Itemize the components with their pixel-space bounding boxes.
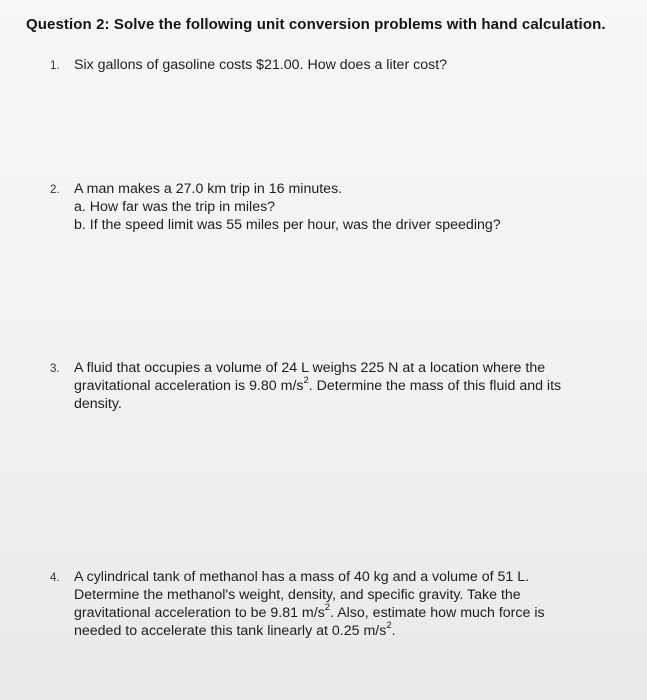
text-segment: . Determine the mass of this fluid and its (308, 378, 562, 394)
question-text-line: A fluid that occupies a volume of 24 L weighs 225 N at a location where the (74, 360, 546, 376)
question-text-line: A cylindrical tank of methanol has a mass of 40 kg and a volume of 51 L. (74, 569, 530, 585)
superscript: 2 (303, 375, 309, 387)
question-text-line (74, 377, 620, 395)
question-title: Question 2: Solve the following unit conversion problems with hand calculation. (26, 16, 606, 33)
text-segment: gravitational acceleration to be 9.81 m/s (74, 605, 325, 621)
text-segment: . (391, 623, 396, 639)
question-item-3 (50, 359, 620, 413)
question-text-line: density. (74, 396, 122, 412)
sub-question-b: b. If the speed limit was 55 miles per hour, was the driver speeding? (74, 217, 501, 233)
question-text-line (74, 604, 620, 622)
question-text-line: Determine the methanol's weight, density, and specific gravity. Take the (74, 587, 521, 603)
text-segment: needed to accelerate this tank linearly at 0.25 m/s (74, 623, 387, 639)
question-item-2 (50, 180, 620, 234)
text-segment: . Also, estimate how much force is (330, 605, 545, 621)
question-number: 1. (50, 60, 60, 72)
superscript: 2 (324, 602, 331, 614)
text-segment: gravitational acceleration is 9.80 m/s (74, 378, 304, 394)
superscript: 2 (386, 620, 392, 632)
sub-question-a: a. How far was the trip in miles? (74, 199, 276, 215)
question-number: 3. (50, 363, 60, 375)
question-text: A man makes a 27.0 km trip in 16 minutes. (74, 181, 343, 197)
question-text: Six gallons of gasoline costs $21.00. How does a liter cost? (74, 57, 448, 73)
question-number: 4. (50, 572, 60, 584)
question-item-4 (50, 568, 620, 640)
question-number: 2. (50, 184, 60, 196)
question-text-line (74, 622, 620, 640)
question-item-1 (50, 56, 620, 74)
